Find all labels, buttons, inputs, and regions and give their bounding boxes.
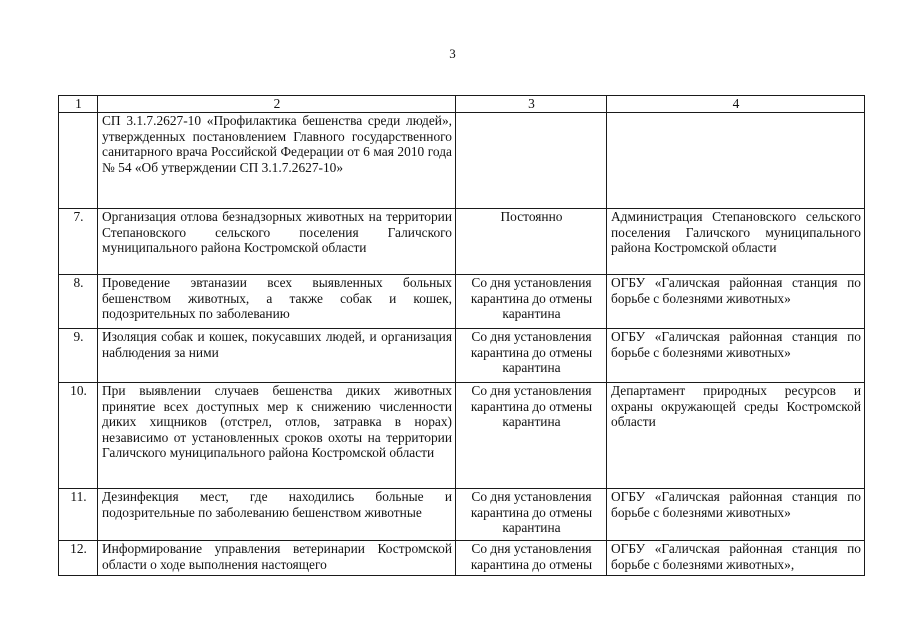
table-row — [59, 383, 865, 489]
term-cell: Постоянно — [456, 209, 607, 275]
term-cell: Со дня установления карантина до отмены — [456, 541, 607, 576]
row-number-cell: 7. — [59, 209, 98, 275]
measures-table — [58, 95, 865, 576]
measure-cell: Дезинфекция мест, где находились больные и подозрительные по заболеванию бешенством животные — [98, 489, 456, 541]
table-row — [59, 489, 865, 541]
table-row — [59, 329, 865, 383]
table-row — [59, 541, 865, 576]
row-number-cell: 9. — [59, 329, 98, 383]
responsible-cell: ОГБУ «Галичская районная станция по борьбе с болезнями животных» — [607, 489, 865, 541]
term-cell: Со дня установления карантина до отмены карантина — [456, 489, 607, 541]
term-cell: Со дня установления карантина до отмены карантина — [456, 329, 607, 383]
measure-cell: Информирование управления ветеринарии Костромской области о ходе выполнения настоящего — [98, 541, 456, 576]
responsible-cell: ОГБУ «Галичская районная станция по борьбе с болезнями животных», — [607, 541, 865, 576]
responsible-cell: ОГБУ «Галичская районная станция по борьбе с болезнями животных» — [607, 329, 865, 383]
responsible-cell: Администрация Степановского сельского поселения Галичского муниципального района Костромской области — [607, 209, 865, 275]
header-cell: 4 — [607, 96, 865, 113]
header-cell: 2 — [98, 96, 456, 113]
page-number: 3 — [449, 46, 456, 61]
row-number-cell: 11. — [59, 489, 98, 541]
measure-cell: При выявлении случаев бешенства диких животных принятие всех доступных мер к снижению численности диких хищников (отстрел, отлов, затравка в норах) независимо от установленных сроков охоты на территории Галичского муниципального района Костромской области — [98, 383, 456, 489]
header-cell: 3 — [456, 96, 607, 113]
measure-cell: Изоляция собак и кошек, покусавших людей, и организация наблюдения за ними — [98, 329, 456, 383]
row-number-cell: 12. — [59, 541, 98, 576]
measure-cell: Организация отлова безнадзорных животных на территории Степановского сельского поселения Галичского муниципального района Костромской области — [98, 209, 456, 275]
responsible-cell: ОГБУ «Галичская районная станция по борьбе с болезнями животных» — [607, 275, 865, 329]
row-number-cell — [59, 113, 98, 209]
table-row — [59, 209, 865, 275]
row-number-cell: 8. — [59, 275, 98, 329]
term-cell: Со дня установления карантина до отмены карантина — [456, 275, 607, 329]
header-cell: 1 — [59, 96, 98, 113]
measure-cell: Проведение эвтаназии всех выявленных больных бешенством животных, а также собак и кошек, подозрительных по заболеванию — [98, 275, 456, 329]
table-row — [59, 113, 865, 209]
term-cell: Со дня установления карантина до отмены карантина — [456, 383, 607, 489]
table-row — [59, 275, 865, 329]
row-number-cell: 10. — [59, 383, 98, 489]
responsible-cell: Департамент природных ресурсов и охраны окружающей среды Костромской области — [607, 383, 865, 489]
table-header-row — [59, 96, 865, 113]
term-cell — [456, 113, 607, 209]
responsible-cell — [607, 113, 865, 209]
measure-cell: СП 3.1.7.2627-10 «Профилактика бешенства среди людей», утвержденных постановлением Главного государственного санитарного врача Российской Федерации от 6 мая 2010 года № 54 «Об утверждении СП 3.1.7.2627-10» — [98, 113, 456, 209]
